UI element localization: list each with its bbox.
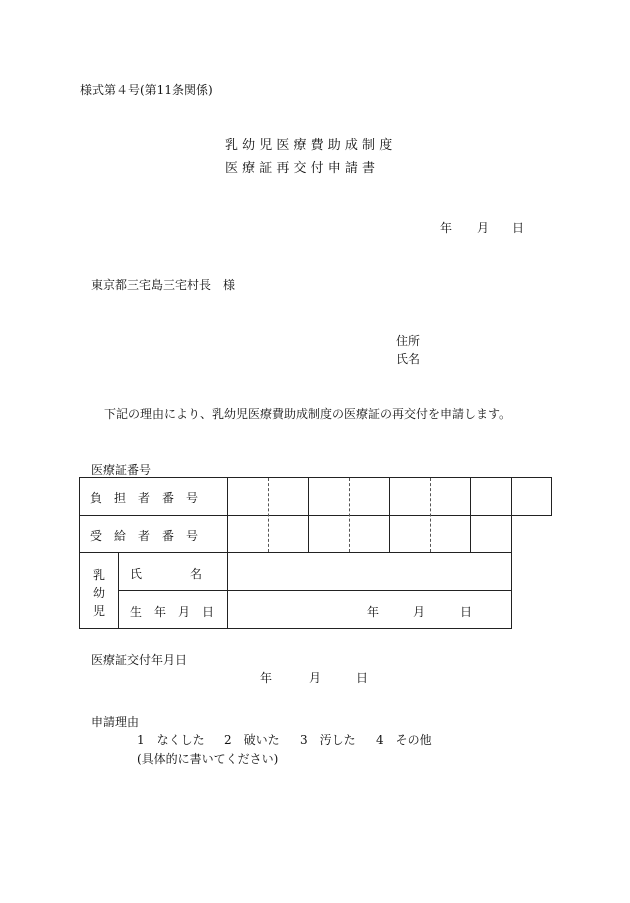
form-number: 様式第４号(第11条関係) xyxy=(80,83,213,97)
payer-number-label: 負 担 者 番 号 xyxy=(90,491,199,505)
issue-date-label: 医療証交付年月日 xyxy=(91,653,188,667)
birth-year-label: 年 xyxy=(367,605,380,619)
title-line1: 乳 幼 児 医 療 費 助 成 制 度 xyxy=(225,138,393,153)
issue-month-label: 月 xyxy=(309,671,322,685)
card-number-label: 医療証番号 xyxy=(91,463,152,477)
reason-note: (具体的に書いてください) xyxy=(137,752,279,766)
birth-date-label: 生 年 月 日 xyxy=(130,605,215,619)
infant-name-label: 氏 名 xyxy=(130,567,203,581)
issue-year-label: 年 xyxy=(260,671,273,685)
addressee: 東京都三宅島三宅村長 様 xyxy=(91,278,236,292)
date-month-label: 月 xyxy=(477,221,490,235)
infant-label-2: 幼 xyxy=(93,586,106,600)
reason-option-other: 4 その他 xyxy=(376,733,432,747)
reason-option-torn: 2 破いた xyxy=(224,733,280,747)
recipient-number-label: 受 給 者 番 号 xyxy=(90,529,199,543)
birth-day-label: 日 xyxy=(460,605,473,619)
reason-option-soiled: 3 汚した xyxy=(300,733,356,747)
infant-label-1: 乳 xyxy=(93,568,106,582)
reason-label: 申請理由 xyxy=(91,715,140,729)
address-label: 住所 xyxy=(396,334,421,348)
infant-label-3: 児 xyxy=(93,604,106,618)
date-day-label: 日 xyxy=(512,221,525,235)
reason-option-lost: 1 なくした xyxy=(137,733,205,747)
date-year-label: 年 xyxy=(440,221,453,235)
request-text: 下記の理由により、乳幼児医療費助成制度の医療証の再交付を申請します。 xyxy=(104,407,512,421)
name-label: 氏名 xyxy=(396,352,421,366)
title-line2: 医 療 証 再 交 付 申 請 書 xyxy=(225,161,376,176)
issue-day-label: 日 xyxy=(356,671,369,685)
birth-month-label: 月 xyxy=(413,605,426,619)
